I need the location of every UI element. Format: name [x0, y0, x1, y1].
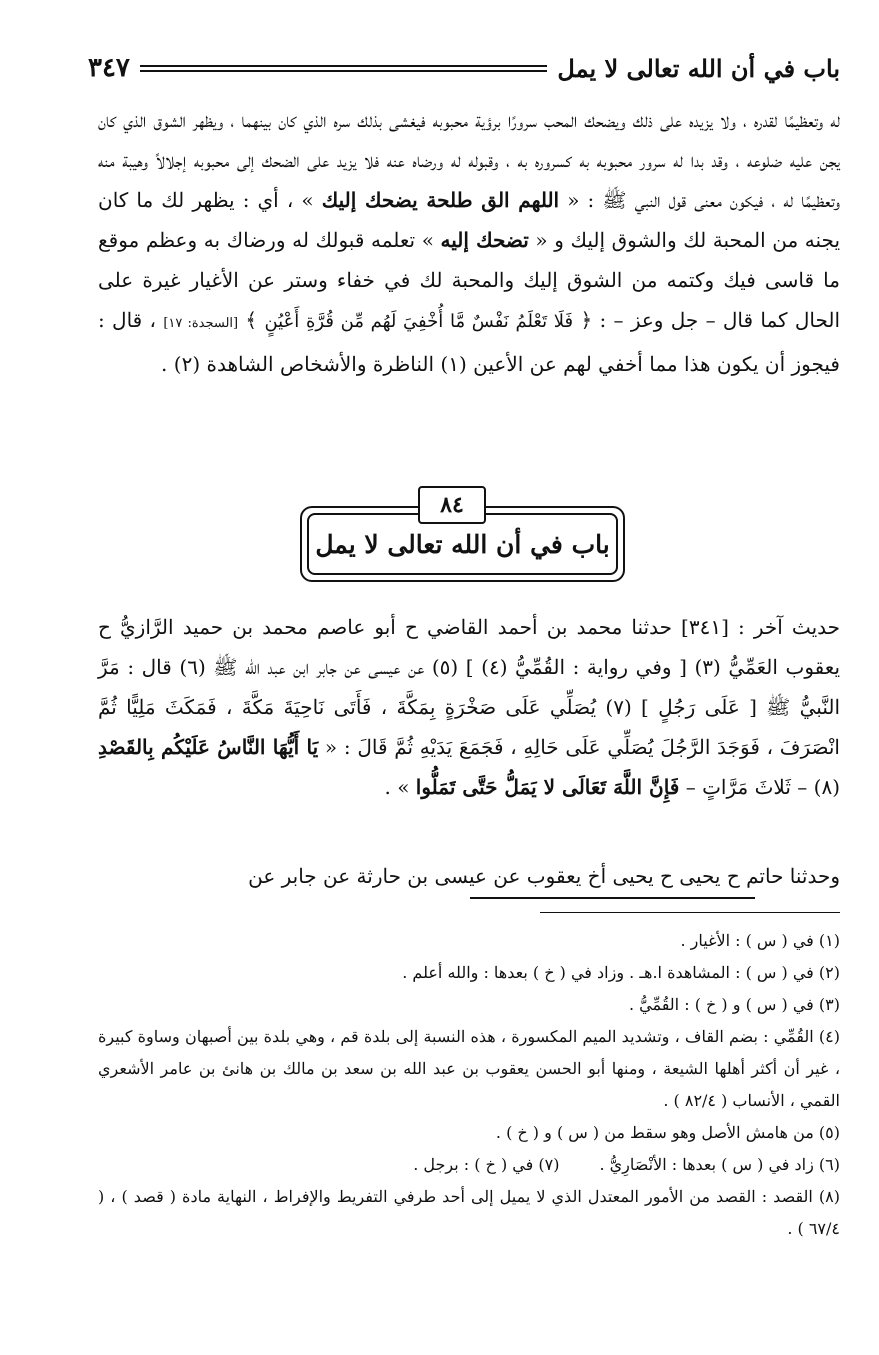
hadith-quote: يَا أَيُّهَا النَّاسُ عَلَيْكُم بِالقَصْدِ — [98, 735, 319, 759]
top-paragraph — [98, 100, 840, 384]
hadith-quote: تضحك إليه — [440, 228, 529, 252]
header-rule — [140, 65, 548, 72]
paragraph-text: ، قال : فيجوز أن يكون هذا مما أخفي لهم عن الأعين (١) الناظرة والأشخاص الشاهدة (٢) . — [98, 308, 840, 376]
footnote: (٧) في ( خ ) : برجل . — [413, 1155, 560, 1174]
running-title: باب في أن الله تعالى لا يمل — [557, 53, 840, 83]
paragraph-text: وحدثنا حاتم ح يحيى ح يحيى أخ يعقوب عن عيسى بن حارثة عن جابر عن — [248, 864, 840, 888]
footnote-row — [98, 1149, 840, 1181]
quran-verse: فَلَا تَعْلَمُ نَفْسٌ مَّا أُخْفِيَ لَهُم مِّن قُرَّةِ أَعْيُنٍ — [264, 311, 574, 332]
paragraph-text: » تعلمه قبولك له ورضاك به وعظم موقع ما قاسى فيك وكتمه من الشوق إليك والمحبة لك في خفاء وستر عن الأغيار غيرة على الحال كما قال – جل وعز – : ﴿ — [98, 228, 841, 332]
footnote: (٢) في ( س ) : المشاهدة ا.هـ . وزاد في ( خ ) بعدها : والله أعلم . — [402, 963, 840, 982]
second-chain — [98, 856, 840, 896]
footnotes — [98, 925, 840, 1245]
footnote: (٨) القصد : القصد من الأمور المعتدل الذي لا يميل إلى أحد طرفي التفريط والإفراط ، النهاية مادة ( قصد ) ، ( ٦٧/٤ ) . — [98, 1187, 840, 1238]
text-underline — [470, 897, 755, 899]
paragraph-text: له وتعظيمًا لقدره ، ولا يزيده على ذلك ويضحك المحب سرورًا برؤية محبوبه فيغشى بذلك سره الذي كان بينهما ، ويظهر الشوق الذي كان يجن عليه ضلوعه ، وقد بدا له سرور محبوبه به كسروره به ، وقبوله له ورضاه عنه فلا يزيد على الضحك إلى محبوبه إجلالاً وهيبة منه وتعظيمًا له ، فيكون معنى قول النبي ﷺ : « — [98, 108, 841, 212]
footnote-separator — [540, 912, 840, 913]
page-header — [88, 46, 840, 90]
footnote: (٦) زاد في ( س ) بعدها : الأنْصَارِيُّ . — [599, 1155, 840, 1174]
paragraph-text: حديث آخر : [٣٤١] حدثنا محمد بن أحمد القاضي ح أبو عاصم محمد بن حميد الرَّازيُّ ح يعقوب العَمِّيُّ (٣) [ وفي رواية : القُمِّيُّ (٤) ] (٥) عن عيسى عن جابر ابن عبد الله ﷺ (٦) قال : مَرَّ النَّبيُّ ﷺ [ عَلَى رَجُلٍ ] (٧) يُصَلِّي عَلَى صَخْرَةٍ بِمَكَّةَ ، فَأَتَى نَاحِيَةَ مَكَّةَ ، فَمَكَثَ مَلِيًّا ثُمَّ انْصَرَفَ ، فَوَجَدَ الرَّجُلَ يُصَلِّي عَلَى حَالِهِ ، فَجَمَعَ يَدَيْهِ ثُمَّ قَالَ : « — [98, 615, 841, 759]
footnote: (٥) من هامش الأصل وهو سقط من ( س ) و ( خ ) . — [495, 1123, 840, 1142]
footnote: (٤) القُمِّي : بضم القاف ، وتشديد الميم المكسورة ، هذه النسبة إلى بلدة قم ، وهي بلدة بين أصبهان وساوة كبيرة ، غير أن أكثر أهلها الشيعة ، ومنها أبو الحسن يعقوب بن عبد الله بن سعد بن مالك بن هانئ بن عامر الأشعري القمي ، الأنساب ( ٨٢/٤ ) . — [98, 1027, 841, 1110]
quran-reference: [السجدة: ١٧] — [163, 316, 239, 331]
paragraph-text: (٨) – ثَلاثَ مَرَّاتٍ – — [685, 775, 840, 799]
hadith-quote: فَإِنَّ اللَّهَ تَعَالَى لا يَمَلُّ حَتَّى تَمَلُّوا — [415, 775, 680, 799]
page-number: ٣٤٧ — [88, 53, 130, 83]
chapter-title: باب في أن الله تعالى لا يمل — [307, 513, 618, 575]
paragraph-text: » ، أي : يظهر لك ما كان يجنه من المحبة لك والشوق إليك و « — [98, 188, 841, 252]
hadith-quote: اللهم الق طلحة يضحك إليك — [321, 188, 560, 212]
paragraph-text: ﴾ — [245, 308, 258, 332]
hadith-paragraph — [98, 607, 840, 807]
chapter-number: ٨٤ — [418, 486, 486, 524]
footnote: (٣) في ( س ) و ( خ ) : القُمِّيُّ . — [628, 995, 840, 1014]
paragraph-text: » . — [384, 775, 410, 799]
footnote: (١) في ( س ) : الأغيار . — [680, 931, 840, 950]
